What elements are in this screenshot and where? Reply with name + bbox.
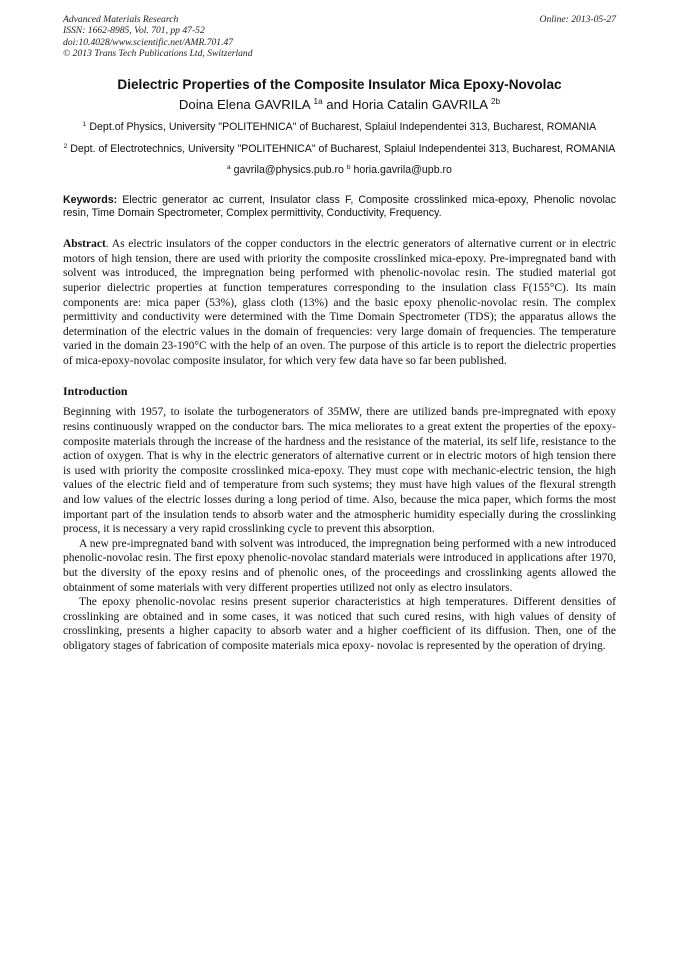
paper-page xyxy=(63,14,616,654)
keywords-text: Electric generator ac current, Insulator class F, Composite crosslinked mica-epoxy, Phenolic novolac resin, Time Domain Spectrometer, Complex permittivity, Conductivity, Frequency. xyxy=(63,194,616,220)
copyright-line: © 2013 Trans Tech Publications Ltd, Switzerland xyxy=(63,48,253,60)
author-and: and xyxy=(322,96,352,112)
doi-line: doi:10.4028/www.scientific.net/AMR.701.47 xyxy=(63,36,234,48)
author-1-sup: 1a xyxy=(313,96,323,106)
affiliation-2-text: Dept. of Electrotechnics, University "POLITEHNICA" of Bucharest, Splaiul Independentei 313, Bucharest, ROMANIA xyxy=(67,143,616,156)
issn-line: ISSN: 1662-8985, Vol. 701, pp 47-52 xyxy=(63,25,205,37)
intro-paragraph-2: A new pre-impregnated band with solvent was introduced, the impregnation being performed with a new introduced phenolic-novolac resin. The first epoxy phenolic-novolac standard materials were introduced in applications after 1970, but the diversity of the epoxy resins and of phenolic ones, of the proceedings and crosslinking agents allowed the obtainment of some materials with very different properties utilized not only as electro insulators. xyxy=(63,537,616,594)
intro-paragraph-1: Beginning with 1957, to isolate the turbogenerators of 35MW, there are utilized bands pre-impregnated with epoxy resins continuously wrapped on the conductor bars. The mica meliorates to a great extent the properties of the epoxy-composite materials through the increase of the hardness and the resistance of the material, its self life, resistance to the action of oxygen. That is why in the electric generators of alternative current or in electric motors of high tension there is used with priority the composite crosslinked mica-epoxy. They must cope with mechanic-electric tension, the high values of the electric field and of temperature from such systems; they must have high values of the flexural strength and low values of the electric losses during a long period of time. Also, because the mica paper, which forms the most important part of the insulation tends to absorb water and the atmospheric humidity especially during the crosslinking process, it is necessary a very rapid crosslinking cycle to prevent this absorption. xyxy=(63,406,616,536)
abstract-block xyxy=(63,237,616,368)
online-date: Online: 2013-05-27 xyxy=(539,14,616,25)
introduction-heading: Introduction xyxy=(63,384,128,399)
author-1: Doina Elena GAVRILA xyxy=(178,96,310,112)
affiliation-2 xyxy=(63,143,616,157)
intro-paragraph-3: The epoxy phenolic-novolac resins present superior characteristics at high temperatures. Different densities of crosslinking are obtained and in some cases, it was noticed that such cured resins, with high values of density of crosslinking, presents a higher capacity to absorb water and a higher coefficient of its diffusion. Then, one of the obligatory stages of fabrication of composite materials mica epoxy- novolac is represented by the operation of drying. xyxy=(63,596,616,652)
paper-title: Dielectric Properties of the Composite Insulator Mica Epoxy-Novolac xyxy=(117,76,562,92)
email-a[interactable]: gavrila@physics.pub.ro xyxy=(230,163,347,176)
author-2-sup: 2b xyxy=(491,96,501,106)
email-line xyxy=(63,164,616,178)
affiliation-1 xyxy=(63,121,616,135)
affiliation-1-sup: 1 xyxy=(82,120,87,128)
abstract-text: . As electric insulators of the copper conductors in the electric generators of alternative current or in electric motors of high tension, there are used with priority the composite crosslinked mica-epoxy. Pre-impregnated band with solvent was introduced, the impregnation being performed with phenolic-novolac resin. The studied material got superior dielectric properties at function temperatures corresponding to the insulation class F(155°C). Its main components are: mica paper (53%), glass cloth (13%) and the basic epoxy phenolic-novolac resin. The complex permittivity and conductivity were determined with the Time Domain Spectrometer (TDS); the apparatus allows the determination of the electric values in the domain of frequencies: very large domain of frequencies. The temperature varied in the domain 23-190°C with the help of an oven. The purpose of this article is to report the dielectric properties of mica-epoxy-novolac composite insulator, for which very few data have so far been published. xyxy=(63,238,616,367)
affiliation-2-sup: 2 xyxy=(63,143,68,151)
author-line xyxy=(63,96,616,113)
journal-header xyxy=(63,14,616,60)
author-2: Horia Catalin GAVRILA xyxy=(351,96,488,112)
affiliation-1-text: Dept.of Physics, University "POLITEHNICA" of Bucharest, Splaiul Independentei 313, Bucharest, ROMANIA xyxy=(86,120,597,133)
email-b[interactable]: horia.gavrila@upb.ro xyxy=(350,163,452,176)
keywords-block xyxy=(63,194,616,220)
abstract-label: Abstract xyxy=(63,238,106,251)
email-a-sup: a xyxy=(227,163,231,171)
keywords-label: Keywords: xyxy=(63,194,118,207)
email-b-sup: b xyxy=(346,163,351,171)
journal-name: Advanced Materials Research xyxy=(63,14,179,25)
